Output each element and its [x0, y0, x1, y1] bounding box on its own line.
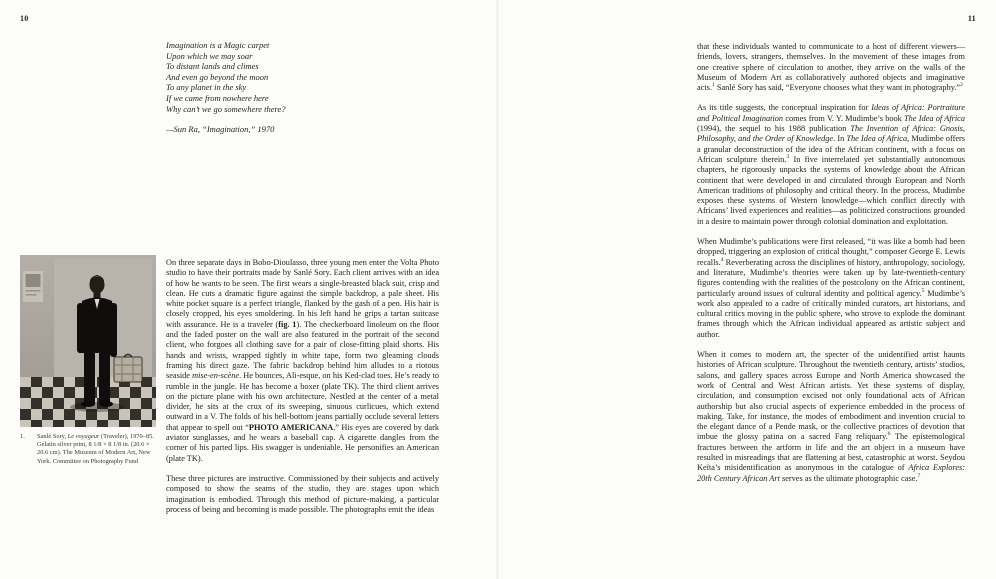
- page-number-right: 11: [967, 14, 976, 23]
- floor-shadow: [70, 402, 124, 412]
- caption-number: 1.: [20, 433, 25, 440]
- paragraph: When Mudimbe’s publications were first released, “it was like a bomb had been dropped, triggering an explosion of critical thought,” composer George E. Lewis recalls.$^4$ Reverberating across the disciplines of history, anthropology, sociology, and literature, Mudimbe’s theories were taken up by late-twentieth-century figures contending with the realities of the postcolony on the African continent, particularly around issues of cultural identity and political agency.$^5$ Mudimbe’s work also appealed to a cadre of critically minded curators, art historians, and cultural critics moving in the public sphere, who strove to explode the dominant frames through which the African individual appeared as artistic subject and author.: [697, 237, 965, 339]
- paragraph: On three separate days in Bobo-Dioulasso, three young men enter the Volta Photo studio to have their portraits made by Sanlé Sory. Each client arrives with an idea of how he wants to be seen. The first wears a single-breasted black suit, crisp and clean. He cuts a dramatic figure against the simple backdrop, a pale sheet. His white pocket square is a perfect triangle, flanked by the gash of a pen. His hair is closely cropped, his eyes smoldering. In his left hand he grips a tartan suitcase with assurance. He is a traveler (fig. 1). The checkerboard linoleum on the floor and the faded poster on the wall are also featured in the portrait of the second client, who forgoes all clothing save for a pair of close-fitting plaid shorts. His hands and wrists, wrapped tightly in white tape, form two gleaming clouds framing his direct gaze. The fabric backdrop behind him alludes to a riotous seaside mise-en-scène. He bounces, Ali-esque, on his Ked-clad toes. He’s ready to rumble in the jungle. He has become a boxer (plate TK). The third client arrives on the picture plane with his own architecture. Nestled at the center of a metal divider, he sits at the crux of its sweeping, sinuous curlicues, which extend outward in a V. The folds of his bell-bottom jeans partially occlude several letters that appear to spell out “PHOTO AMERICANA.” His eyes are covered by dark aviator sunglasses, and he wears a baseball cap. A cigarette dangles from the corner of his parted lips. His swagger is undeniable. He personifies an American (plate TK).: [166, 258, 440, 463]
- page-gutter-divider: [496, 0, 499, 579]
- poem-line: Imagination is a Magic carpet: [166, 40, 270, 50]
- poem-line: To any planet in the sky: [166, 82, 247, 93]
- paragraph: These three pictures are instructive. Commissioned by their subjects and actively composed to show the seams of the studio, they are stages upon which imagination is embodied. Through this method of picture-making, a particular process of being and becoming is made possible. The photographs emit the ideas: [166, 473, 439, 514]
- left-body-text: [166, 258, 439, 525]
- page-number-left: 10: [20, 14, 29, 23]
- poem-line: If we came from nowhere here: [166, 92, 269, 103]
- poem-line: To distant lands and climes: [166, 61, 259, 72]
- poem-line: Upon which we may soar: [166, 50, 253, 61]
- paragraph: When it comes to modern art, the specter of the unidentified artist haunts histories of African sculpture. Throughout the twentieth century, artists’ studios, salons, and gallery spaces across Europe and North America showcased the work of Central and West African artists. Yet these systems of display, circulation, and consumption excised not only foundational acts of African authorship but also crucial aspects of experience embedded in the process of making. Take, for instance, the modes of embodiment and invention crucial to the elegant dance of a Pende mask, or the collective practices of devotion that imbue the glossy patina on a sacred Fang reliquary.$^6$ The epistemological fractures between the artform in life and the art object in a museum have resulted in misreadings that are flattening at best, catastrophic at worst. Seydou Keïta’s misidentification as anonymous in the catalogue of Africa Explores: 20th Century African Art serves as the ultimate photographic case.$^7$: [697, 350, 965, 483]
- epigraph-poem: [166, 40, 416, 135]
- paragraph: that these individuals wanted to communicate to a host of different viewers—friends, lovers, strangers, themselves. In the movement of these images from one creative sphere of circulation to another, they arrive on the walls of the Museum of Modern Art as collaboratively authored objects and imaginative acts.$^1$ Sanlé Sory has said, “Everyone chooses what they want in photography.”$^2$: [697, 42, 965, 93]
- paragraph: As its title suggests, the conceptual inspiration for Ideas of Africa: Portraiture and Political Imagination comes from V. Y. Mudimbe’s book The Idea of Africa (1994), the sequel to his 1988 publication The Invention of Africa: Gnosis, Philosophy, and the Order of Knowledge. In The Idea of Africa, Mudimbe offers a granular deconstruction of the idea of the African continent, with a focus on African sculpture therein.$^3$ In five interrelated yet substantially autonomous chapters, he rigorously unpacks the systems of knowledge about the African continent that were developed in and circulated through European and North American traditions of philosophy and critical theory. In the process, Mudimbe exposes these systems of Western knowledge—which conflict directly with Africans’ lived experiences and realities—as politicized constructions grounded in a desire to maintain power through colonial domination and exploitation.: [697, 103, 966, 226]
- photo-caption: [20, 433, 156, 466]
- poem-attribution: —Sun Ra, “Imagination,” 1970: [166, 124, 275, 135]
- poem-line: Why can’t we go somewhere there?: [166, 103, 286, 114]
- wall-poster: [23, 271, 43, 302]
- portrait-photo: [20, 255, 156, 427]
- tartan-suitcase: [114, 355, 142, 383]
- right-body-text: [697, 42, 965, 494]
- poem-line: And even go beyond the moon: [166, 71, 269, 82]
- photo-figure: [20, 255, 156, 427]
- caption-text: Sanlé Sory, Le voyageur (Traveler), 1970–85. Gelatin silver print, 8 1/8 × 8 1/8 in. (20.6 × 20.6 cm). The Museum of Modern Art, New York. Committee on Photography Fund: [37, 433, 154, 465]
